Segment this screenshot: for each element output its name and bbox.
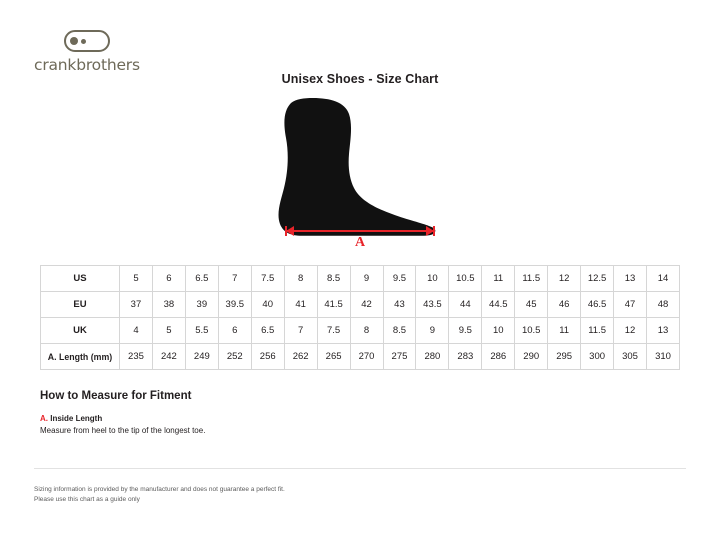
cell: 11 [482,266,515,292]
cell: 10.5 [515,318,548,344]
foot-silhouette-icon [250,96,470,246]
size-chart-table [40,265,680,370]
measure-arrow [285,226,435,252]
cell: 295 [548,344,581,370]
cell: 286 [482,344,515,370]
cell: 9.5 [449,318,482,344]
measure-label-a: A [354,235,366,250]
logo-dot-small [81,39,86,44]
cell: 11 [548,318,581,344]
cell: 7.5 [317,318,350,344]
cell: 7 [284,318,317,344]
cell: 37 [120,292,153,318]
row-label-eu: EU [41,292,120,318]
cell: 9.5 [383,266,416,292]
page-title: Unisex Shoes - Size Chart [281,72,439,86]
row-label-length: A. Length (mm) [41,344,120,370]
cell: 9 [416,318,449,344]
cell: 39.5 [218,292,251,318]
brand-logo [34,30,244,74]
cell: 283 [449,344,482,370]
cell: 44 [449,292,482,318]
how-to-measure-section [40,390,500,436]
measure-item-title [40,414,500,423]
cell: 12 [614,318,647,344]
cell: 280 [416,344,449,370]
cell: 11.5 [581,318,614,344]
cell: 10 [482,318,515,344]
cell: 5.5 [185,318,218,344]
cell: 305 [614,344,647,370]
arrow-line [285,230,435,232]
table-row [41,344,680,370]
cell: 40 [251,292,284,318]
measure-item-name: Inside Length [50,414,103,423]
cell: 7.5 [251,266,284,292]
cell: 300 [581,344,614,370]
cell: 270 [350,344,383,370]
cell: 43.5 [416,292,449,318]
cell: 8 [350,318,383,344]
cell: 265 [317,344,350,370]
footnote-line-1: Sizing information is provided by the manufacturer and does not guarantee a perfect fit. [34,486,285,493]
cell: 48 [647,292,680,318]
cell: 42 [350,292,383,318]
table-row [41,318,680,344]
cell: 256 [251,344,284,370]
cell: 13 [614,266,647,292]
cell: 262 [284,344,317,370]
cell: 10 [416,266,449,292]
cell: 252 [218,344,251,370]
cell: 8.5 [383,318,416,344]
cell: 290 [515,344,548,370]
footer-divider [34,468,686,469]
crankbrothers-oval-logo-icon [64,30,110,52]
cell: 6 [152,266,185,292]
row-label-uk: UK [41,318,120,344]
table-row [41,266,680,292]
cell: 13 [647,318,680,344]
cell: 44.5 [482,292,515,318]
cell: 11.5 [515,266,548,292]
cell: 242 [152,344,185,370]
cell: 7 [218,266,251,292]
cell: 5 [120,266,153,292]
footnote [34,485,534,505]
cell: 38 [152,292,185,318]
measure-item-letter: A. [40,414,48,423]
how-to-measure-heading: How to Measure for Fitment [40,390,192,402]
cell: 45 [515,292,548,318]
cell: 8 [284,266,317,292]
cell: 41.5 [317,292,350,318]
brand-name: crankbrothers [34,56,140,74]
cell: 12 [548,266,581,292]
measure-item-description: Measure from heel to the tip of the longest toe. [40,426,206,435]
cell: 9 [350,266,383,292]
cell: 46.5 [581,292,614,318]
cell: 6.5 [185,266,218,292]
cell: 10.5 [449,266,482,292]
cell: 275 [383,344,416,370]
cell: 249 [185,344,218,370]
cell: 14 [647,266,680,292]
cell: 47 [614,292,647,318]
row-label-us: US [41,266,120,292]
cell: 5 [152,318,185,344]
logo-dot-large [70,37,78,45]
cell: 12.5 [581,266,614,292]
cell: 6.5 [251,318,284,344]
cell: 39 [185,292,218,318]
cell: 310 [647,344,680,370]
cell: 46 [548,292,581,318]
cell: 43 [383,292,416,318]
cell: 6 [218,318,251,344]
cell: 8.5 [317,266,350,292]
cell: 4 [120,318,153,344]
cell: 41 [284,292,317,318]
cell: 235 [120,344,153,370]
table-row [41,292,680,318]
footnote-line-2: Please use this chart as a guide only [34,496,140,504]
